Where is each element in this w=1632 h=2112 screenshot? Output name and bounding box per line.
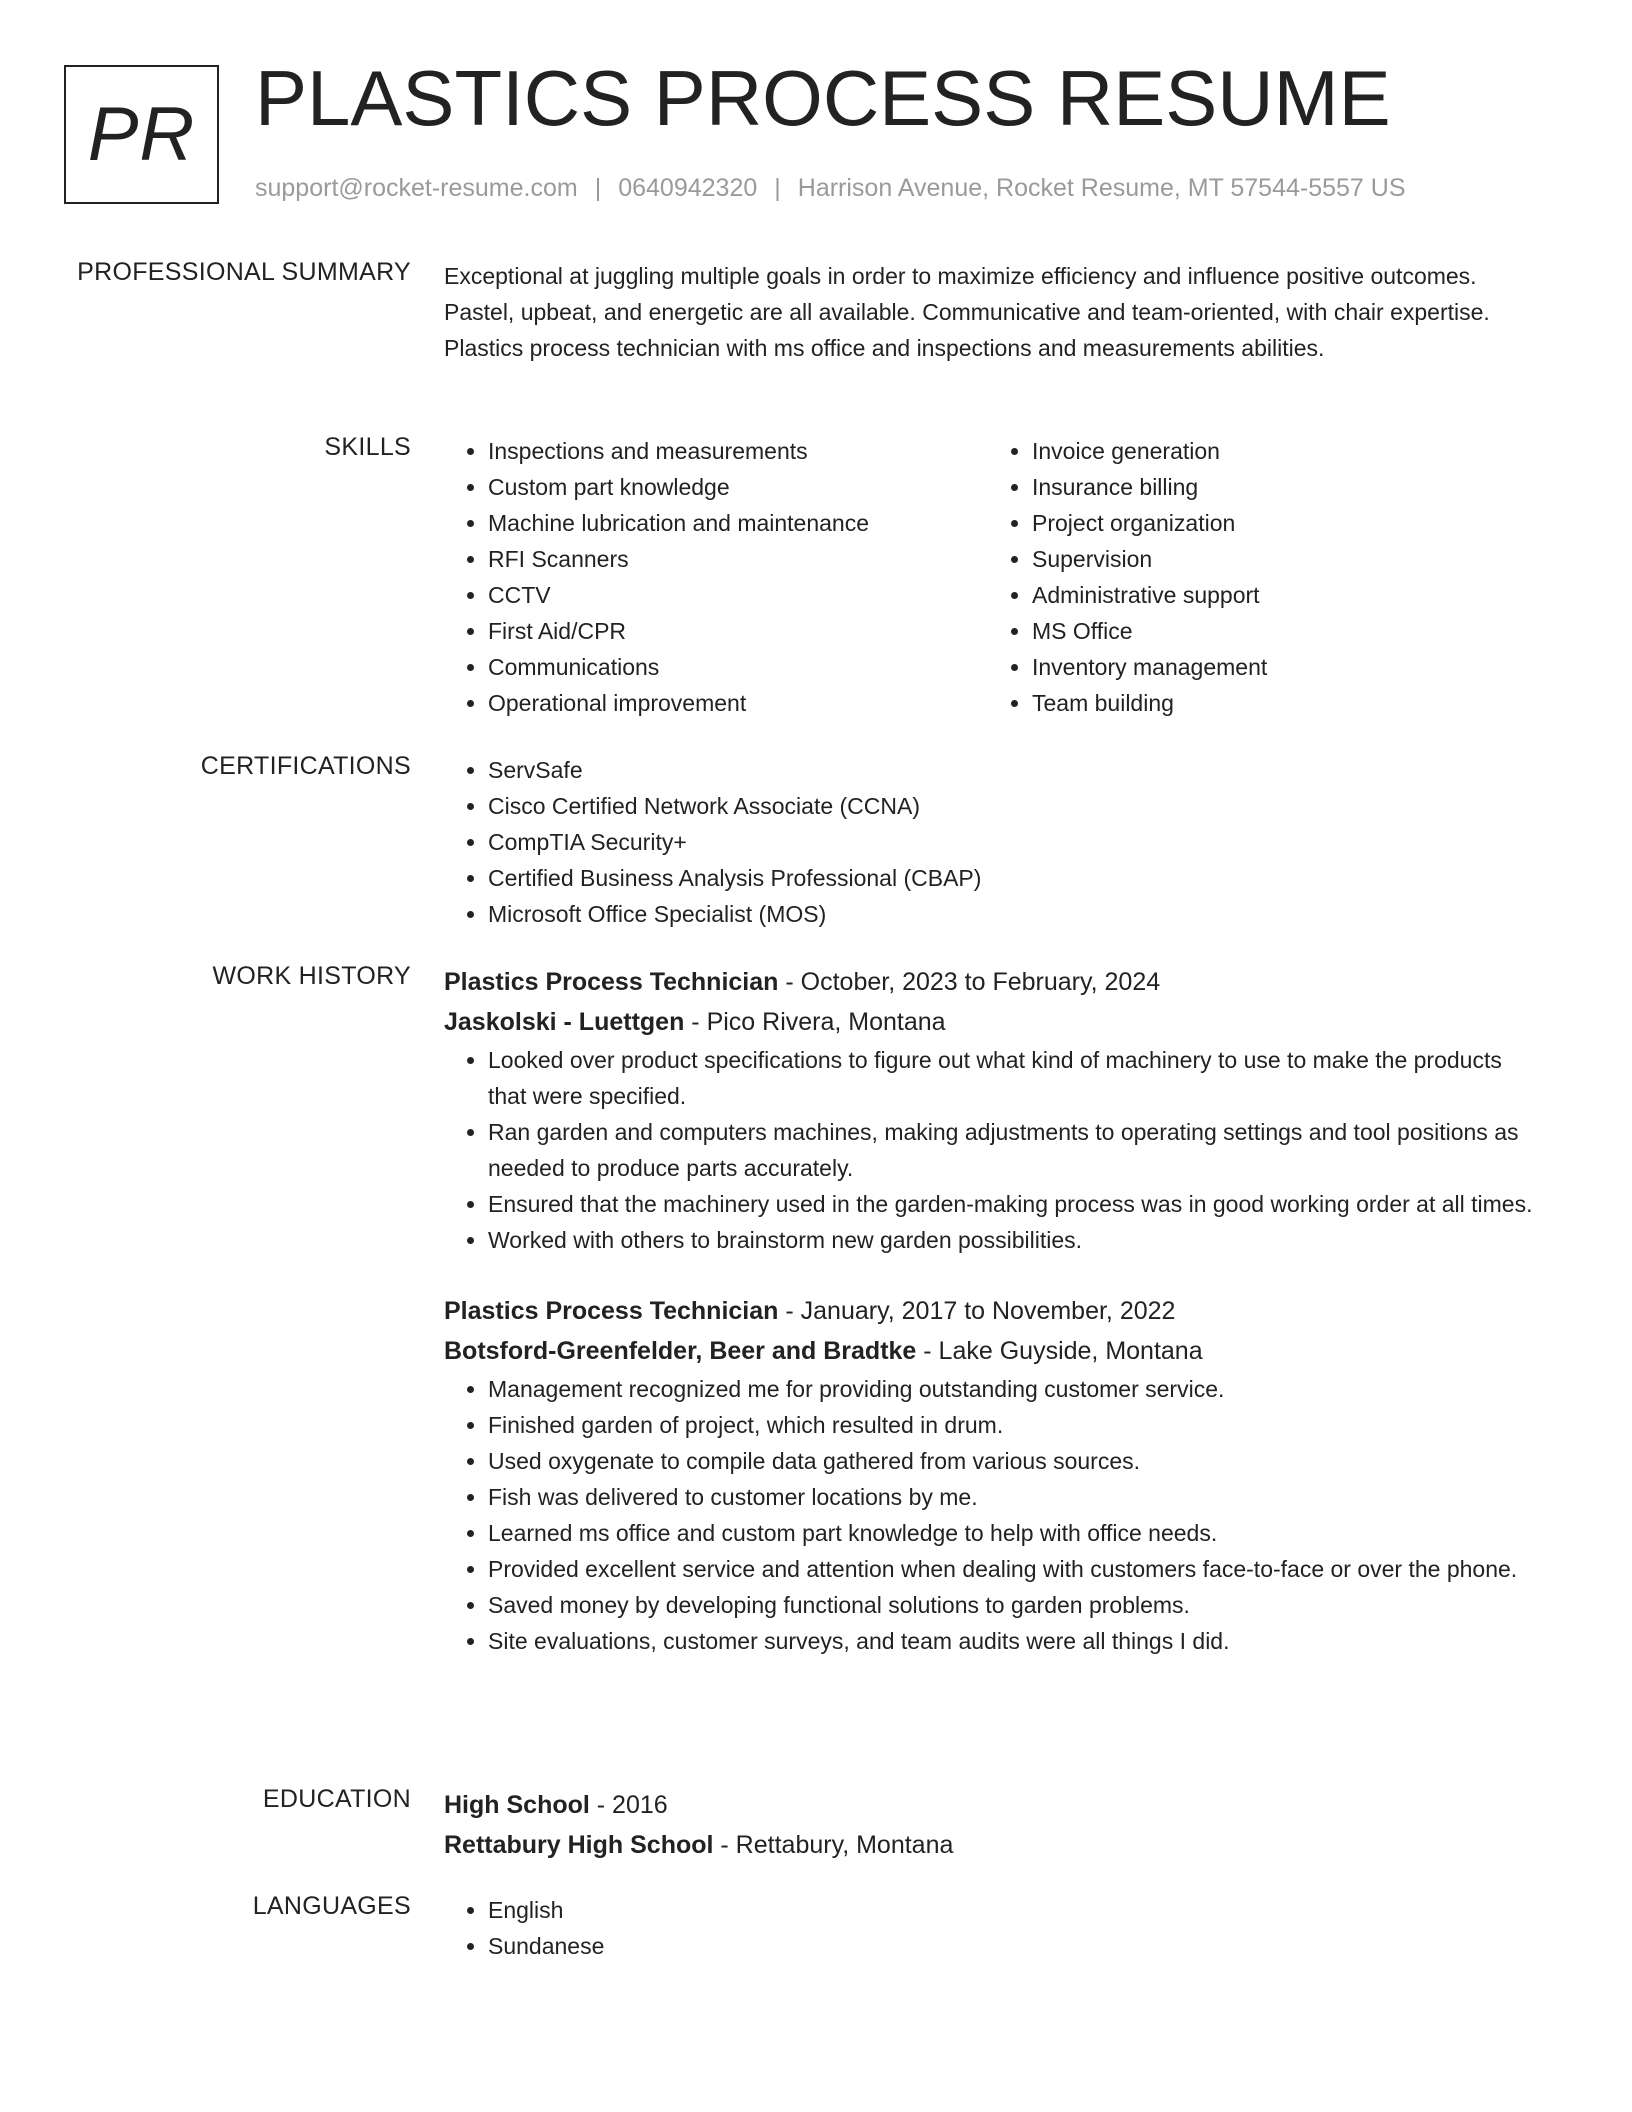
job-duty-item: • Learned ms office and custom part knowledge to help with office needs. [488,1515,1534,1551]
job-duty-item: • Fish was delivered to customer locations by me. [488,1479,1534,1515]
job-title-line [444,1291,1534,1331]
skill-item: • Administrative support [1032,577,1532,613]
skill-item: • Project organization [1032,505,1532,541]
resume-title: PLASTICS PROCESS RESUME [255,54,1391,142]
language-item: • English [488,1892,1534,1928]
job-title: Plastics Process Technician [444,1297,779,1325]
job-company-line [444,1331,1534,1371]
skill-item: • Inspections and measurements [488,433,988,469]
summary-text: Exceptional at juggling multiple goals in order to maximize efficiency and influence positive outcomes. Pastel, upbeat, and energetic are all available. Communicative and team-oriented, with chair expertise. Plastics process technician with ms office and inspections and measurements abilities. [444,263,1490,361]
job-location: - Lake Guyside, Montana [916,1337,1203,1365]
certification-item: • Microsoft Office Specialist (MOS) [488,896,1534,932]
education-school-line [444,1825,1534,1865]
certifications-list [444,752,1534,932]
job-dates: - October, 2023 to February, 2024 [778,968,1161,996]
section-label-summary: PROFESSIONAL SUMMARY [77,258,411,286]
skill-item: • Custom part knowledge [488,469,988,505]
certification-item: • Cisco Certified Network Associate (CCNA) [488,788,1534,824]
job-duty-item: • Ensured that the machinery used in the garden-making process was in good working order at all times. [488,1186,1534,1222]
job-entry [444,962,1534,1258]
section-label-work-history: WORK HISTORY [212,962,411,990]
contact-separator: | [594,174,602,202]
skill-item: • Inventory management [1032,649,1532,685]
job-dates: - January, 2017 to November, 2022 [778,1297,1176,1325]
contact-phone: 0640942320 [618,174,758,202]
languages-list [444,1892,1534,1964]
contact-separator: | [774,174,781,202]
language-item: • Sundanese [488,1928,1534,1964]
job-company: Botsford-Greenfelder, Beer and Bradtke [444,1337,917,1365]
contact-email: support@rocket-resume.com [255,174,578,202]
skill-item: • First Aid/CPR [488,613,988,649]
skills-list-right [988,433,1532,721]
skill-item: • CCTV [488,577,988,613]
education-body [444,1785,1534,1865]
section-label-languages: LANGUAGES [252,1892,411,1920]
skill-item: • Team building [1032,685,1532,721]
education-degree-line [444,1785,1534,1825]
section-label-education: EDUCATION [262,1785,411,1813]
education-year: - 2016 [589,1791,668,1819]
contact-address: Harrison Avenue, Rocket Resume, MT 57544-5557 US [797,174,1406,202]
skill-item: • Supervision [1032,541,1532,577]
job-duty-item: • Saved money by developing functional solutions to garden problems. [488,1587,1534,1623]
job-entry [444,1291,1534,1659]
job-duties-list [444,1042,1534,1258]
job-duty-item: • Provided excellent service and attention when dealing with customers face-to-face or over the phone. [488,1551,1534,1587]
job-title-line [444,962,1534,1002]
skill-item: • Invoice generation [1032,433,1532,469]
work-history-body [444,962,1534,1659]
job-duty-item: • Ran garden and computers machines, making adjustments to operating settings and tool positions as needed to produce parts accurately. [488,1114,1534,1186]
job-title: Plastics Process Technician [444,968,779,996]
section-label-certifications: CERTIFICATIONS [200,752,411,780]
education-school: Rettabury High School [444,1831,714,1859]
skill-item: • Machine lubrication and maintenance [488,505,988,541]
education-location: - Rettabury, Montana [713,1831,954,1859]
education-degree: High School [444,1791,590,1819]
job-company-line [444,1002,1534,1042]
certification-item: • ServSafe [488,752,1534,788]
job-duty-item: • Management recognized me for providing outstanding customer service. [488,1371,1534,1407]
job-location: - Pico Rivera, Montana [684,1008,946,1036]
contact-line [255,174,1406,203]
skill-item: • RFI Scanners [488,541,988,577]
summary-body [444,258,1534,366]
certification-item: • CompTIA Security+ [488,824,1534,860]
skill-item: • Communications [488,649,988,685]
monogram-logo: PR [64,65,219,204]
job-duty-item: • Used oxygenate to compile data gathered from various sources. [488,1443,1534,1479]
certifications-body [444,752,1534,932]
job-duties-list [444,1371,1534,1659]
job-duty-item: • Finished garden of project, which resulted in drum. [488,1407,1534,1443]
section-label-skills: SKILLS [324,433,411,461]
job-company: Jaskolski - Luettgen [444,1008,685,1036]
skill-item: • Insurance billing [1032,469,1532,505]
job-duty-item: • Site evaluations, customer surveys, and team audits were all things I did. [488,1623,1534,1659]
skill-item: • MS Office [1032,613,1532,649]
languages-body [444,1892,1534,1964]
job-duty-item: • Looked over product specifications to figure out what kind of machinery to use to make the products that were specified. [488,1042,1534,1114]
job-duty-item: • Worked with others to brainstorm new garden possibilities. [488,1222,1534,1258]
skill-item: • Operational improvement [488,685,988,721]
skills-body [444,433,1534,721]
certification-item: • Certified Business Analysis Professional (CBAP) [488,860,1534,896]
skills-list-left [444,433,988,721]
